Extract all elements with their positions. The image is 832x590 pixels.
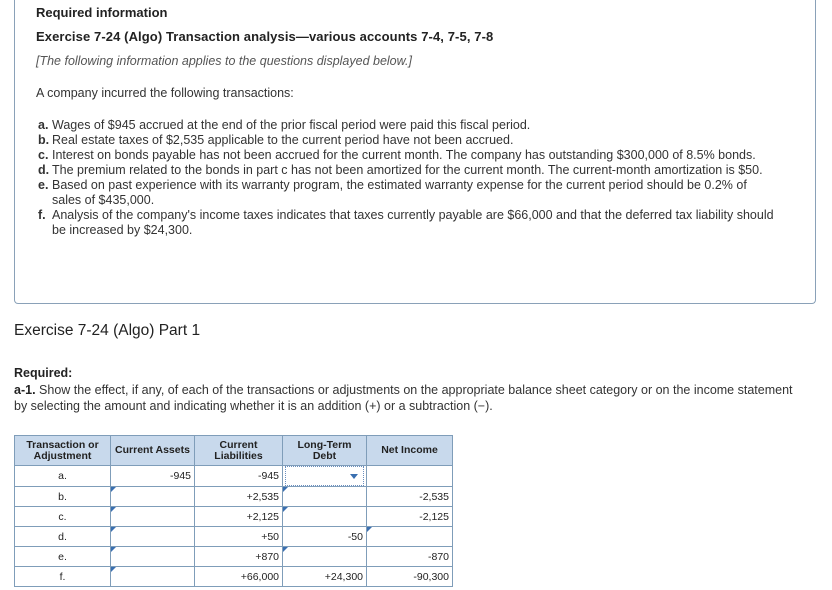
required-information-heading: Required information — [36, 5, 168, 20]
current-liabilities-input[interactable]: -945 — [195, 466, 283, 487]
transaction-item-c: c. Interest on bonds payable has not been accrued for the current month. The company has outstanding $300,000 of 8.5% bonds. — [38, 148, 756, 162]
instruction-label: a-1. — [14, 383, 36, 397]
table-row — [15, 487, 453, 507]
applies-note: [The following information applies to the questions displayed below.] — [36, 54, 412, 68]
net-income-input[interactable] — [367, 527, 453, 547]
long-term-debt-dropdown[interactable] — [283, 466, 367, 487]
row-label: c. — [15, 507, 111, 527]
exercise-title: Exercise 7-24 (Algo) Transaction analysis—various accounts 7-4, 7-5, 7-8 — [36, 29, 494, 44]
net-income-input[interactable]: -2,125 — [367, 507, 453, 527]
table-row — [15, 466, 453, 487]
transaction-item-e: e. Based on past experience with its warranty program, the estimated warranty expense for the current period should be 0.2% of sales of $435,000. — [38, 178, 747, 207]
net-income-input[interactable] — [367, 466, 453, 487]
instruction-text: Show the effect, if any, of each of the transactions or adjustments on the appropriate balance sheet category or on the income statement by selecting the amount and indicating whether it is an addition (+) or a subtraction (−). — [14, 383, 793, 413]
row-label: d. — [15, 527, 111, 547]
current-liabilities-input[interactable]: +2,125 — [195, 507, 283, 527]
part-title: Exercise 7-24 (Algo) Part 1 — [14, 322, 201, 339]
current-liabilities-input[interactable]: +66,000 — [195, 567, 283, 587]
current-assets-input[interactable] — [111, 547, 195, 567]
table-row — [15, 507, 453, 527]
current-liabilities-input[interactable]: +2,535 — [195, 487, 283, 507]
transaction-item-f: f. Analysis of the company's income taxes indicates that taxes currently payable are $66,000 and that the deferred tax liability should be increased by $24,300. — [38, 208, 774, 237]
table-row — [15, 527, 453, 547]
long-term-debt-input[interactable] — [283, 487, 367, 507]
header-current-assets: Current Assets — [111, 436, 195, 466]
answer-table — [14, 435, 453, 587]
table-row — [15, 567, 453, 587]
transaction-item-b: b. Real estate taxes of $2,535 applicable to the current period have not been accrued. — [38, 133, 514, 147]
transaction-item-d: d. The premium related to the bonds in part c has not been amortized for the current month. The current-month amortization is $50. — [38, 163, 763, 177]
required-label: Required: — [14, 366, 73, 380]
current-assets-input[interactable] — [111, 487, 195, 507]
transaction-item-a: a. Wages of $945 accrued at the end of the prior fiscal period were paid this fiscal period. — [38, 118, 531, 132]
current-liabilities-input[interactable]: +50 — [195, 527, 283, 547]
current-liabilities-input[interactable]: +870 — [195, 547, 283, 567]
intro-text: A company incurred the following transactions: — [36, 86, 294, 100]
long-term-debt-input[interactable]: -50 — [283, 527, 367, 547]
instruction — [14, 382, 804, 414]
long-term-debt-input[interactable] — [283, 507, 367, 527]
header-long-term-debt: Long-Term Debt — [283, 436, 367, 466]
header-transaction: Transaction or Adjustment — [15, 436, 111, 466]
current-assets-input[interactable] — [111, 507, 195, 527]
net-income-input[interactable]: -2,535 — [367, 487, 453, 507]
net-income-input[interactable]: -90,300 — [367, 567, 453, 587]
long-term-debt-input[interactable] — [283, 547, 367, 567]
long-term-debt-input[interactable]: +24,300 — [283, 567, 367, 587]
row-label: e. — [15, 547, 111, 567]
table-row — [15, 547, 453, 567]
transaction-list — [38, 118, 778, 238]
row-label: a. — [15, 466, 111, 487]
row-label: f. — [15, 567, 111, 587]
net-income-input[interactable]: -870 — [367, 547, 453, 567]
row-label: b. — [15, 487, 111, 507]
current-assets-input[interactable]: -945 — [111, 466, 195, 487]
current-assets-input[interactable] — [111, 527, 195, 547]
header-net-income: Net Income — [367, 436, 453, 466]
current-assets-input[interactable] — [111, 567, 195, 587]
header-current-liabilities: Current Liabilities — [195, 436, 283, 466]
chevron-down-icon[interactable] — [350, 474, 358, 479]
